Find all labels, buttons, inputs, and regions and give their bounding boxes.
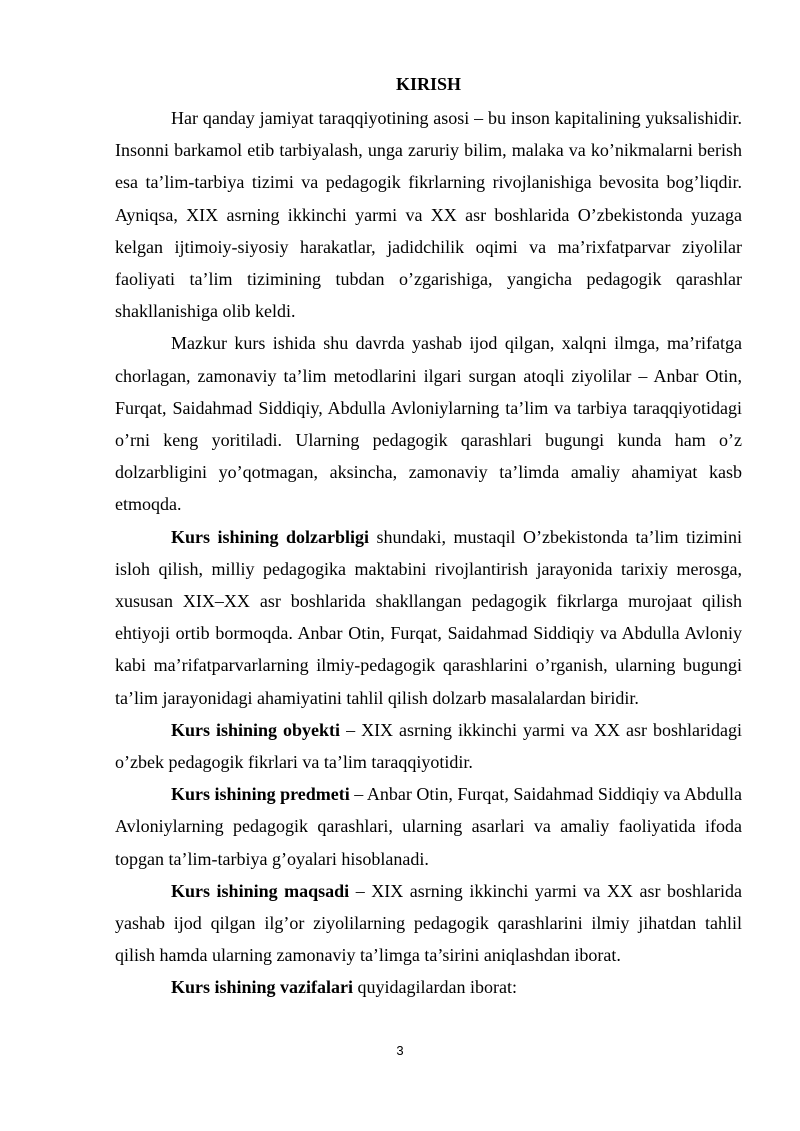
paragraph-subject xyxy=(115,778,742,875)
paragraph-tasks xyxy=(115,971,742,1003)
paragraph-course-scope xyxy=(115,327,742,520)
paragraph-relevance xyxy=(115,521,742,714)
paragraph-lead: Kurs ishining predmeti xyxy=(171,784,350,805)
paragraph-lead: Kurs ishining obyekti xyxy=(171,719,341,740)
paragraph-text: Mazkur kurs ishida shu davrda yashab ijod qilgan, xalqni ilmga, ma’rifatga chorlagan, zamonaviy ta’lim metodlarini ilgari surgan atoqli ziyolilar – Anbar Otin, Furqat, Saidahmad Siddiqiy, Abdulla Avloniylarning ta’lim va tarbiya taraqqiyotidagi o’rni keng yoritiladi. Ularning pedagogik qarashlari bugungi kunda ham o’z dolzarbligini yo’qotmagan, aksincha, zamonaviy ta’limda amaliy ahamiyat kasb etmoqda. xyxy=(115,333,742,515)
paragraph-lead: Kurs ishining vazifalari xyxy=(171,977,354,998)
paragraph-lead: Kurs ishining dolzarbligi xyxy=(171,526,370,547)
paragraph-text: – Anbar Otin, Furqat, Saidahmad Siddiqiy va Abdulla Avloniylarning pedagogik qarashlari, ularning asarlari va amaliy faoliyatida ifoda topgan ta’lim-tarbiya g’oyalari hisoblanadi. xyxy=(115,784,742,869)
paragraph-text: – XIX asrning ikkinchi yarmi va XX asr boshlaridagi o’zbek pedagogik fikrlari va ta’lim taraqqiyotidir. xyxy=(115,719,742,773)
page-number: 3 xyxy=(396,1043,404,1058)
document-page xyxy=(115,72,742,1004)
paragraph-lead: Kurs ishining maqsadi xyxy=(171,880,350,901)
section-title: KIRISH xyxy=(395,74,462,94)
paragraph-text: shundaki, mustaqil O’zbekistonda ta’lim tizimini isloh qilish, milliy pedagogika maktabini rivojlantirish jarayonida tarixiy merosga, xususan XIX–XX asr boshlarida shakllangan pedagogik fikrlarga murojaat qilish ehtiyoji ortib bormoqda. Anbar Otin, Furqat, Saidahmad Siddiqiy va Abdulla Avloniy kabi ma’rifatparvarlarning ilmiy-pedagogik qarashlarini o’rganish, ularning bugungi ta’lim jarayonidagi ahamiyatini tahlil qilish dolzarb masalalardan biridir. xyxy=(115,526,742,708)
paragraph-goal xyxy=(115,875,742,972)
paragraph-introduction xyxy=(115,102,742,327)
paragraph-text: quyidagilardan iborat: xyxy=(353,977,517,998)
paragraph-text: Har qanday jamiyat taraqqiyotining asosi – bu inson kapitalining yuksalishidir. Insonni barkamol etib tarbiyalash, unga zaruriy bilim, malaka va ko’nikmalarni berish esa ta’lim-tarbiya tizimi va pedagogik fikrlarning rivojlanishiga bevosita bog’liqdir. Ayniqsa, XIX asrning ikkinchi yarmi va XX asr boshlarida O’zbekistonda yuzaga kelgan ijtimoiy-siyosiy harakatlar, jadidchilik oqimi va ma’rixfatparvar ziyolilar faoliyati ta’lim tizimining tubdan o’zgarishiga, yangicha pedagogik qarashlar shakllanishiga olib keldi. xyxy=(115,108,742,322)
paragraph-text: – XIX asrning ikkinchi yarmi va XX asr boshlarida yashab ijod qilgan ilg’or ziyolilarning pedagogik qarashlarini ilmiy jihatdan tahlil qilish hamda ularning zamonaviy ta’limga ta’sirini aniqlashdan iborat. xyxy=(115,880,742,966)
paragraph-object xyxy=(115,714,742,778)
